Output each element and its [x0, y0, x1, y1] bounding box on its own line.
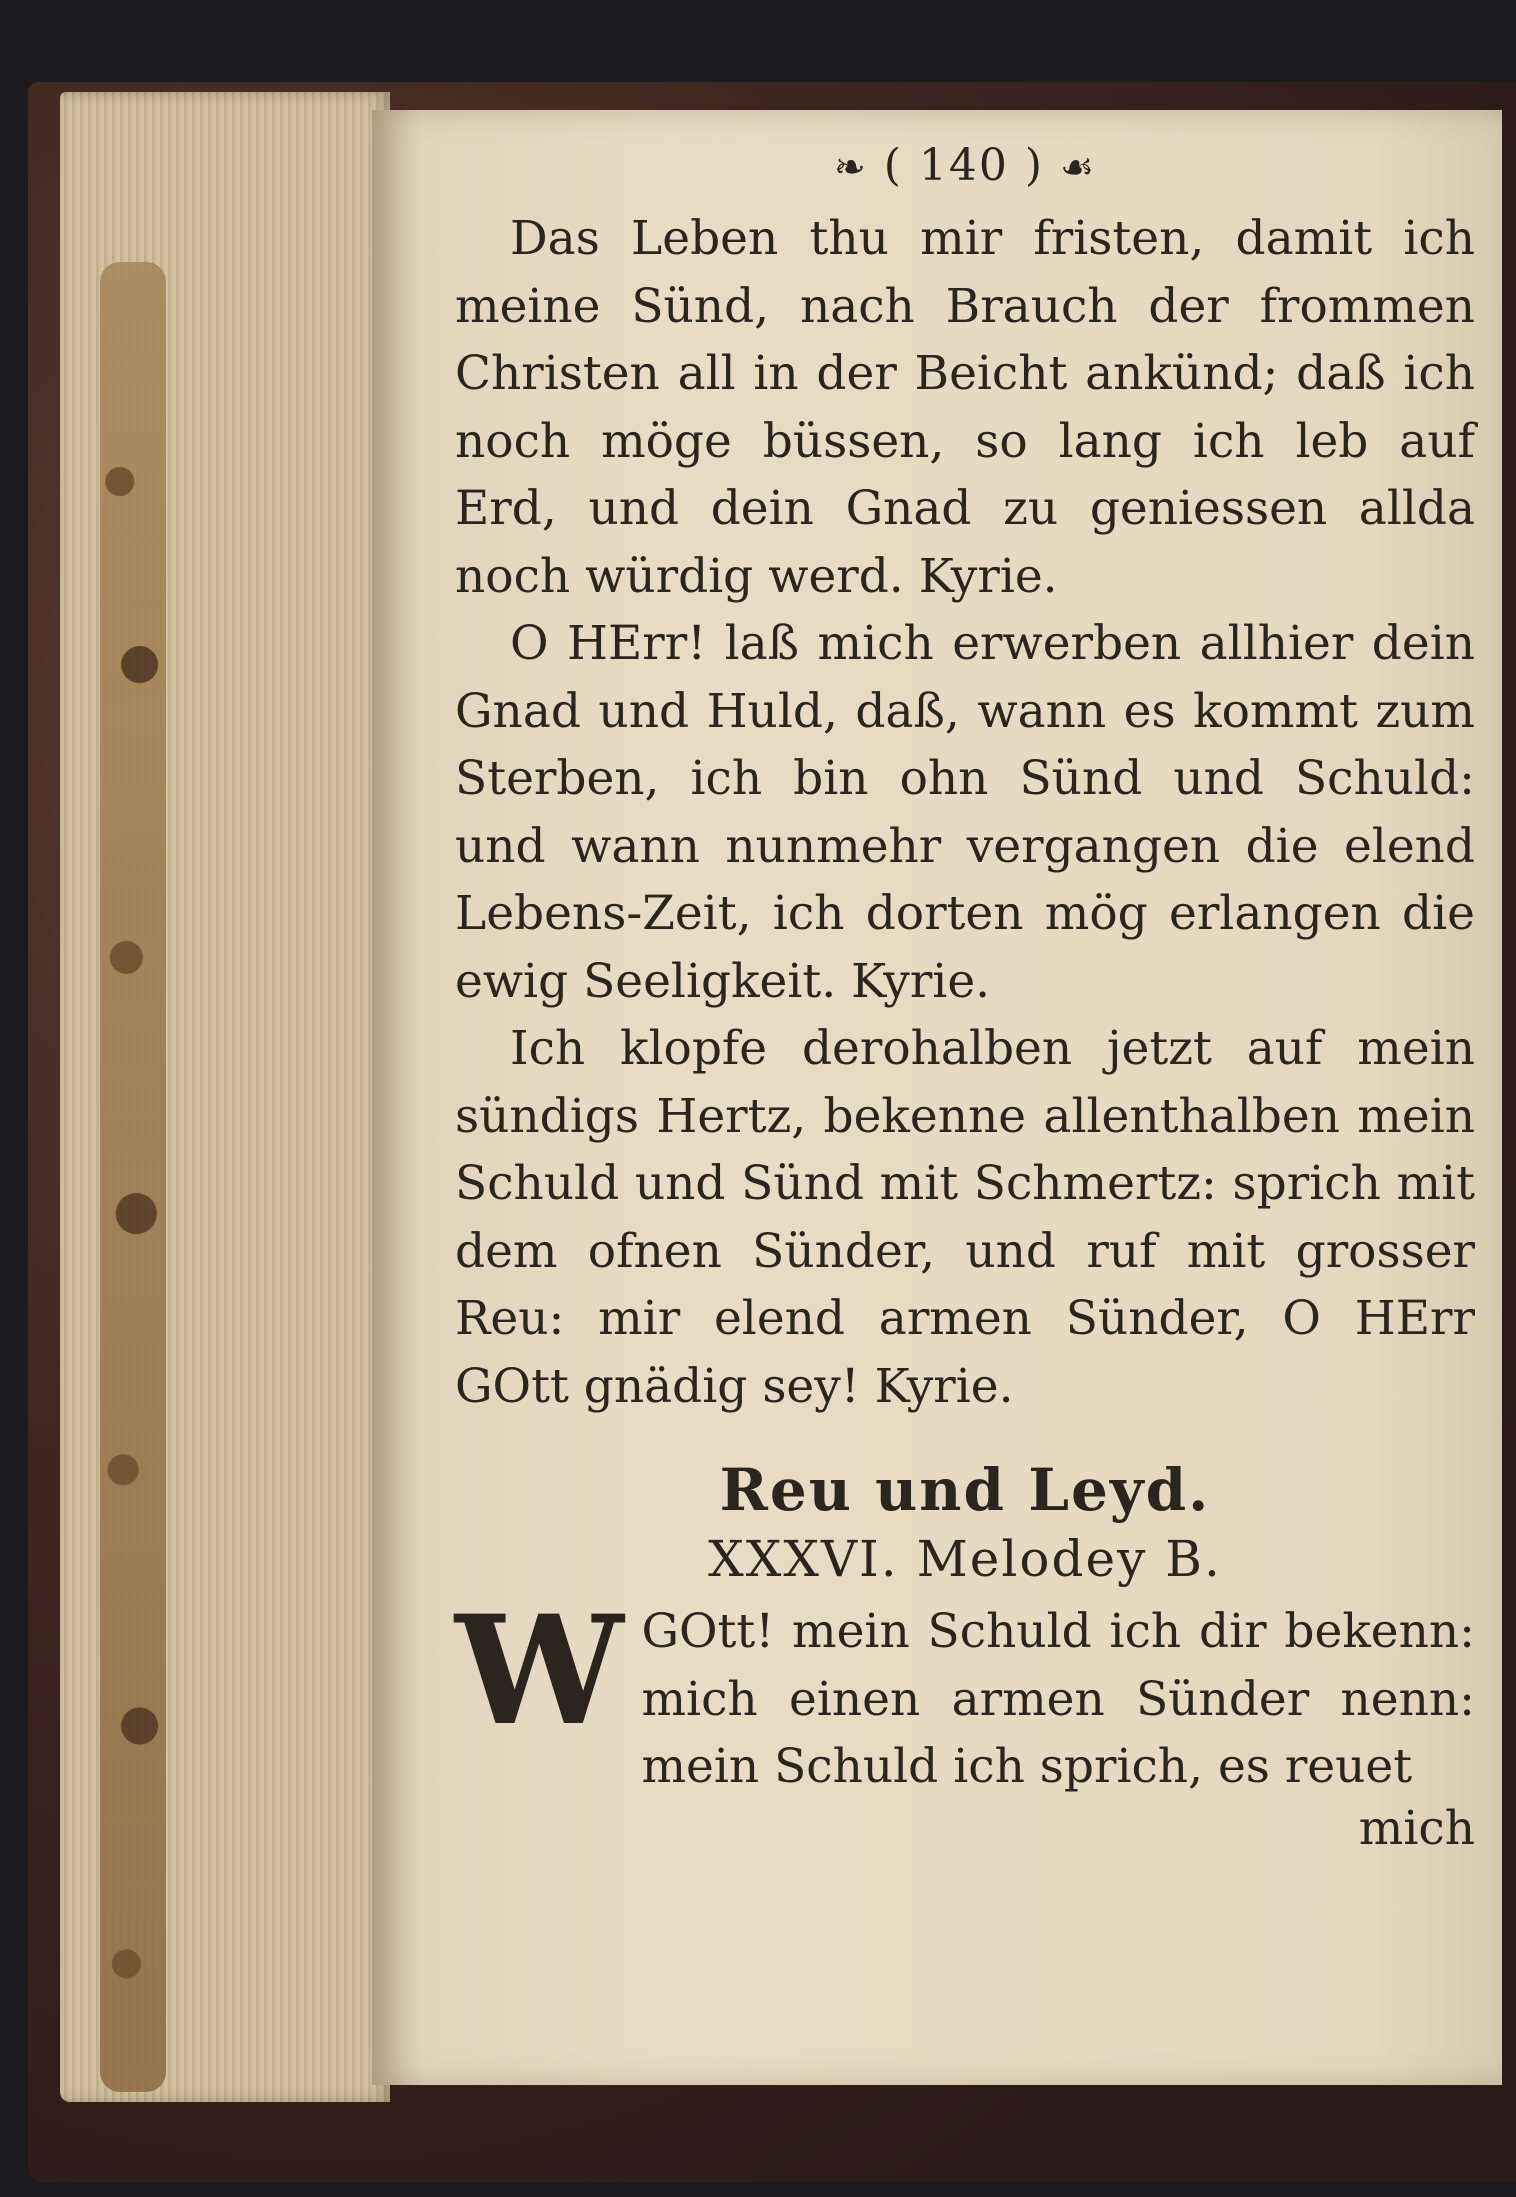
- page-edge-stack: [60, 92, 390, 2102]
- ornament-left-icon: ❧: [833, 145, 868, 189]
- catchword: mich: [1358, 1800, 1475, 1856]
- page-number: ( 140 ): [883, 140, 1045, 191]
- marbled-edge: [100, 262, 166, 2092]
- ornament-right-icon: ☙: [1060, 145, 1097, 189]
- paragraph-3: Ich klopfe derohalben jetzt auf mein sündigs Hertz, bekenne allenthalben mein Schuld und Sünd mit Schmertz: sprich mit dem ofnen Sünder, und ruf mit grosser Reu: mir elend armen Sünder, O HErr GOtt gnädig sey! Kyrie.: [455, 1021, 1475, 1414]
- drop-cap: W: [455, 1583, 624, 1759]
- section-body: [455, 1583, 1475, 1801]
- section-subtitle: XXXVI. Melodey B.: [708, 1530, 1222, 1588]
- section-title: Reu und Leyd.: [719, 1456, 1211, 1524]
- section-text: GOtt! mein Schuld ich dir bekenn: mich einen armen Sünder nenn: mein Schuld ich sprich, es reuet: [641, 1604, 1475, 1794]
- paragraph-2: O HErr! laß mich erwerben allhier dein Gnad und Huld, daß, wann es kommt zum Sterben, ich bin ohn Sünd und Schuld: und wann nunmehr vergangen die elend Lebens-Zeit, ich dorten mög erlangen die ewig Seeligkeit. Kyrie.: [455, 616, 1475, 1009]
- paragraph-1: Das Leben thu mir fristen, damit ich meine Sünd, nach Brauch der frommen Christen all in der Beicht ankünd; daß ich noch möge büssen, so lang ich leb auf Erd, und dein Gnad zu geniessen allda noch würdig werd. Kyrie.: [455, 211, 1475, 604]
- page-header: [455, 140, 1475, 191]
- page-text: [455, 140, 1475, 1856]
